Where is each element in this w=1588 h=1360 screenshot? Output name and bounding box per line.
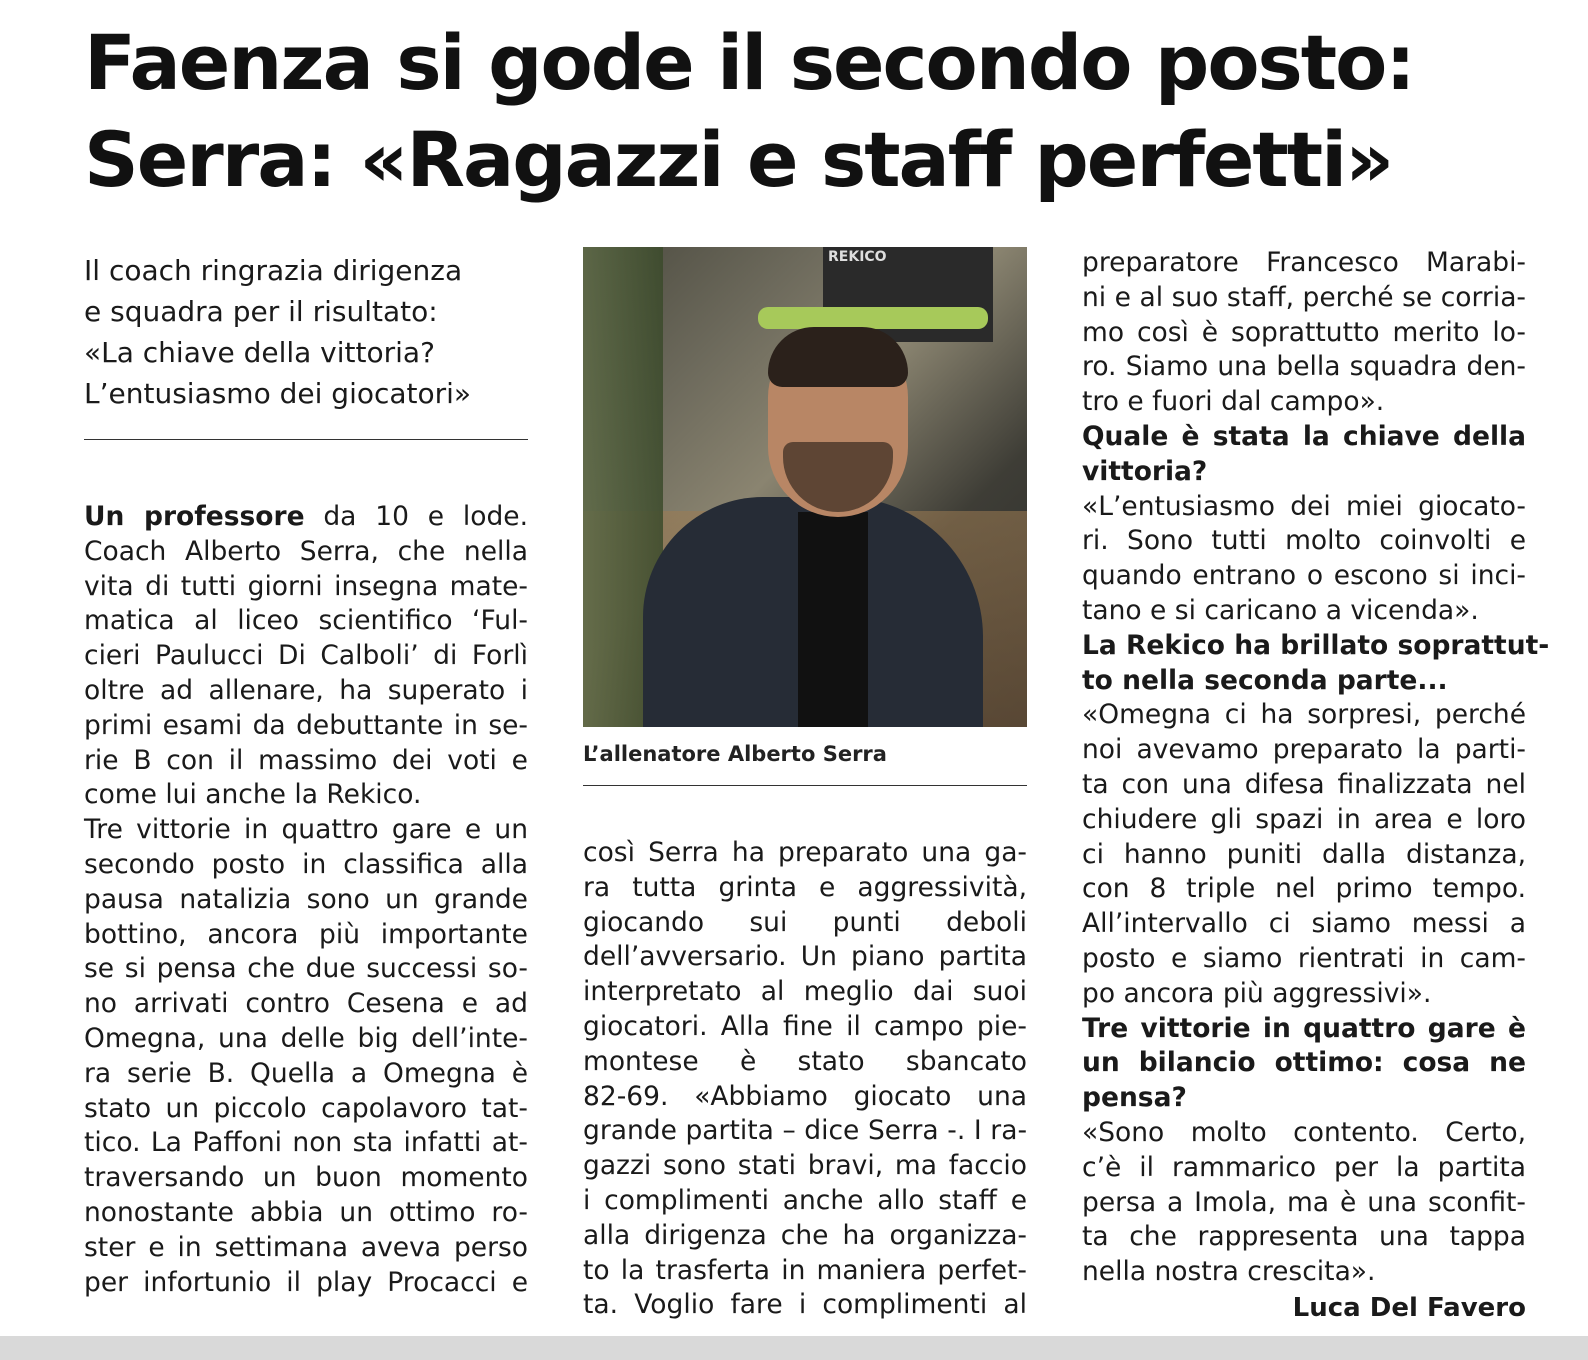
body-line: matica al liceo scientifico ‘Ful-: [84, 605, 528, 637]
lead-line-rest: da 10 e lode.: [304, 501, 528, 532]
body-line: secondo posto in classifica alla: [84, 848, 528, 880]
article-column-2: [583, 836, 1027, 1323]
body-line: pausa natalizia sono un grande: [84, 883, 528, 915]
body-line: [84, 500, 528, 535]
jersey-waistband: [758, 307, 988, 329]
body-line: per infortunio il play Procacci e: [84, 1266, 528, 1298]
lead-words: Un professore: [84, 501, 305, 532]
interview-answer: con 8 triple nel primo tempo.: [1082, 873, 1526, 905]
body-line: oltre ad allenare, ha superato i: [84, 674, 528, 706]
subheading-divider: [84, 439, 528, 440]
interview-answer: quando entrano o escono si inci-: [1082, 560, 1526, 592]
body-line: Tre vittorie in quattro gare e un: [84, 814, 528, 846]
interview-answer: ri. Sono tutti molto coinvolti e: [1082, 525, 1526, 557]
body-line: gazzi sono stati bravi, ma faccio: [583, 1150, 1027, 1182]
body-line: ni e al suo staff, perché se corria-: [1082, 281, 1526, 313]
body-line: ra tutta grinta e aggressività,: [583, 871, 1027, 903]
article-column-1: [84, 500, 528, 1300]
subheading-line: L’entusiasmo dei giocatori»: [84, 377, 472, 410]
headline-line-2: Serra: «Ragazzi e staff perfetti»: [84, 115, 1393, 204]
page-bottom-edge: [0, 1336, 1588, 1360]
body-line: Coach Alberto Serra, che nella: [84, 535, 528, 567]
subheading-line: e squadra per il risultato:: [84, 295, 438, 328]
author-byline: Luca Del Favero: [1292, 1293, 1526, 1323]
subheading-line: «La chiave della vittoria?: [84, 336, 435, 369]
body-line: montese è stato sbancato: [583, 1045, 1027, 1077]
coach-photo: [583, 247, 1027, 727]
interview-answer: ta con una difesa finalizzata nel: [1082, 768, 1526, 800]
jersey-text: REKICO: [828, 249, 887, 265]
interview-answer: nella nostra crescita».: [1082, 1256, 1376, 1288]
body-line: alla dirigenza che ha organizza-: [583, 1219, 1027, 1251]
body-line: dell’avversario. Un piano partita: [583, 941, 1027, 973]
interview-question: un bilancio ottimo: cosa ne: [1082, 1047, 1526, 1079]
subheading-line: Il coach ringrazia dirigenza: [84, 254, 463, 287]
interview-answer: chiudere gli spazi in area e loro: [1082, 803, 1526, 835]
body-line: ta. Voglio fare i complimenti al: [583, 1289, 1027, 1321]
body-line: cieri Paulucci Di Calboli’ di Forlì: [84, 640, 528, 672]
interview-question: to nella seconda parte...: [1082, 664, 1448, 696]
interview-answer: ta che rappresenta una tappa: [1082, 1221, 1526, 1253]
body-line: come lui anche la Rekico.: [84, 779, 422, 811]
interview-answer: posto e siamo rientrati in cam-: [1082, 942, 1526, 974]
body-line: nonostante abbia un ottimo ro-: [84, 1196, 528, 1228]
interview-answer: ci hanno puniti dalla distanza,: [1082, 838, 1526, 870]
coach-shirt: [798, 512, 868, 727]
interview-answer: po ancora più aggressivi».: [1082, 977, 1432, 1009]
body-line: ster e in settimana aveva perso: [84, 1231, 528, 1263]
headline-line-1: Faenza si gode il secondo posto:: [84, 18, 1414, 107]
interview-question: pensa?: [1082, 1082, 1187, 1114]
body-line: giocatori. Alla fine il campo pie-: [583, 1010, 1027, 1042]
body-line: bottino, ancora più importante: [84, 918, 528, 950]
body-line: rie B con il massimo dei voti e: [84, 744, 528, 776]
body-line: così Serra ha preparato una ga-: [583, 837, 1027, 868]
body-line: stato un piccolo capolavoro tat-: [84, 1092, 528, 1124]
body-line: vita di tutti giorni insegna mate-: [84, 570, 528, 602]
coach-hair: [768, 327, 908, 387]
interview-answer: «Omegna ci ha sorpresi, perché: [1082, 699, 1526, 731]
body-line: preparatore Francesco Marabi-: [1082, 247, 1526, 278]
interview-answer: «L’entusiasmo dei miei giocato-: [1082, 490, 1526, 522]
interview-question: vittoria?: [1082, 455, 1208, 487]
body-line: 82-69. «Abbiamo giocato una: [583, 1080, 1027, 1112]
body-line: giocando sui punti deboli: [583, 906, 1027, 938]
body-line: i complimenti anche allo staff e: [583, 1184, 1027, 1216]
body-line: mo così è soprattutto merito lo-: [1082, 316, 1526, 348]
interview-question: Tre vittorie in quattro gare è: [1082, 1012, 1526, 1044]
headline: [84, 14, 1554, 208]
body-line: primi esami da debuttante in se-: [84, 709, 528, 741]
body-line: Omegna, una delle big dell’inte-: [84, 1022, 528, 1054]
subheading: [84, 250, 524, 414]
interview-answer: tano e si caricano a vicenda».: [1082, 594, 1479, 626]
interview-question: La Rekico ha brillato soprattut-: [1082, 629, 1550, 661]
interview-answer: persa a Imola, ma è una sconfit-: [1082, 1186, 1526, 1218]
body-line: se si pensa che due successi so-: [84, 953, 528, 985]
body-line: no arrivati contro Cesena e ad: [84, 988, 528, 1020]
body-line: grande partita – dice Serra -. I ra-: [583, 1115, 1027, 1147]
interview-answer: «Sono molto contento. Certo,: [1082, 1116, 1526, 1148]
interview-answer: All’intervallo ci siamo messi a: [1082, 908, 1526, 940]
interview-question: Quale è stata la chiave della: [1082, 420, 1526, 452]
interview-answer: c’è il rammarico per la partita: [1082, 1151, 1526, 1183]
body-line: ra serie B. Quella a Omegna è: [84, 1057, 528, 1089]
photo-caption: L’allenatore Alberto Serra: [583, 742, 887, 766]
body-line: ro. Siamo una bella squadra den-: [1082, 351, 1526, 383]
interview-answer: noi avevamo preparato la parti-: [1082, 734, 1526, 766]
body-line: interpretato al meglio dai suoi: [583, 976, 1027, 1008]
article-column-3: [1082, 246, 1550, 1290]
caption-divider: [583, 785, 1027, 786]
body-line: to la trasferta in maniera perfet-: [583, 1254, 1027, 1286]
body-line: traversando un buon momento: [84, 1162, 528, 1194]
body-line: tico. La Paffoni non sta infatti at-: [84, 1127, 528, 1159]
body-line: tro e fuori dal campo».: [1082, 386, 1385, 418]
